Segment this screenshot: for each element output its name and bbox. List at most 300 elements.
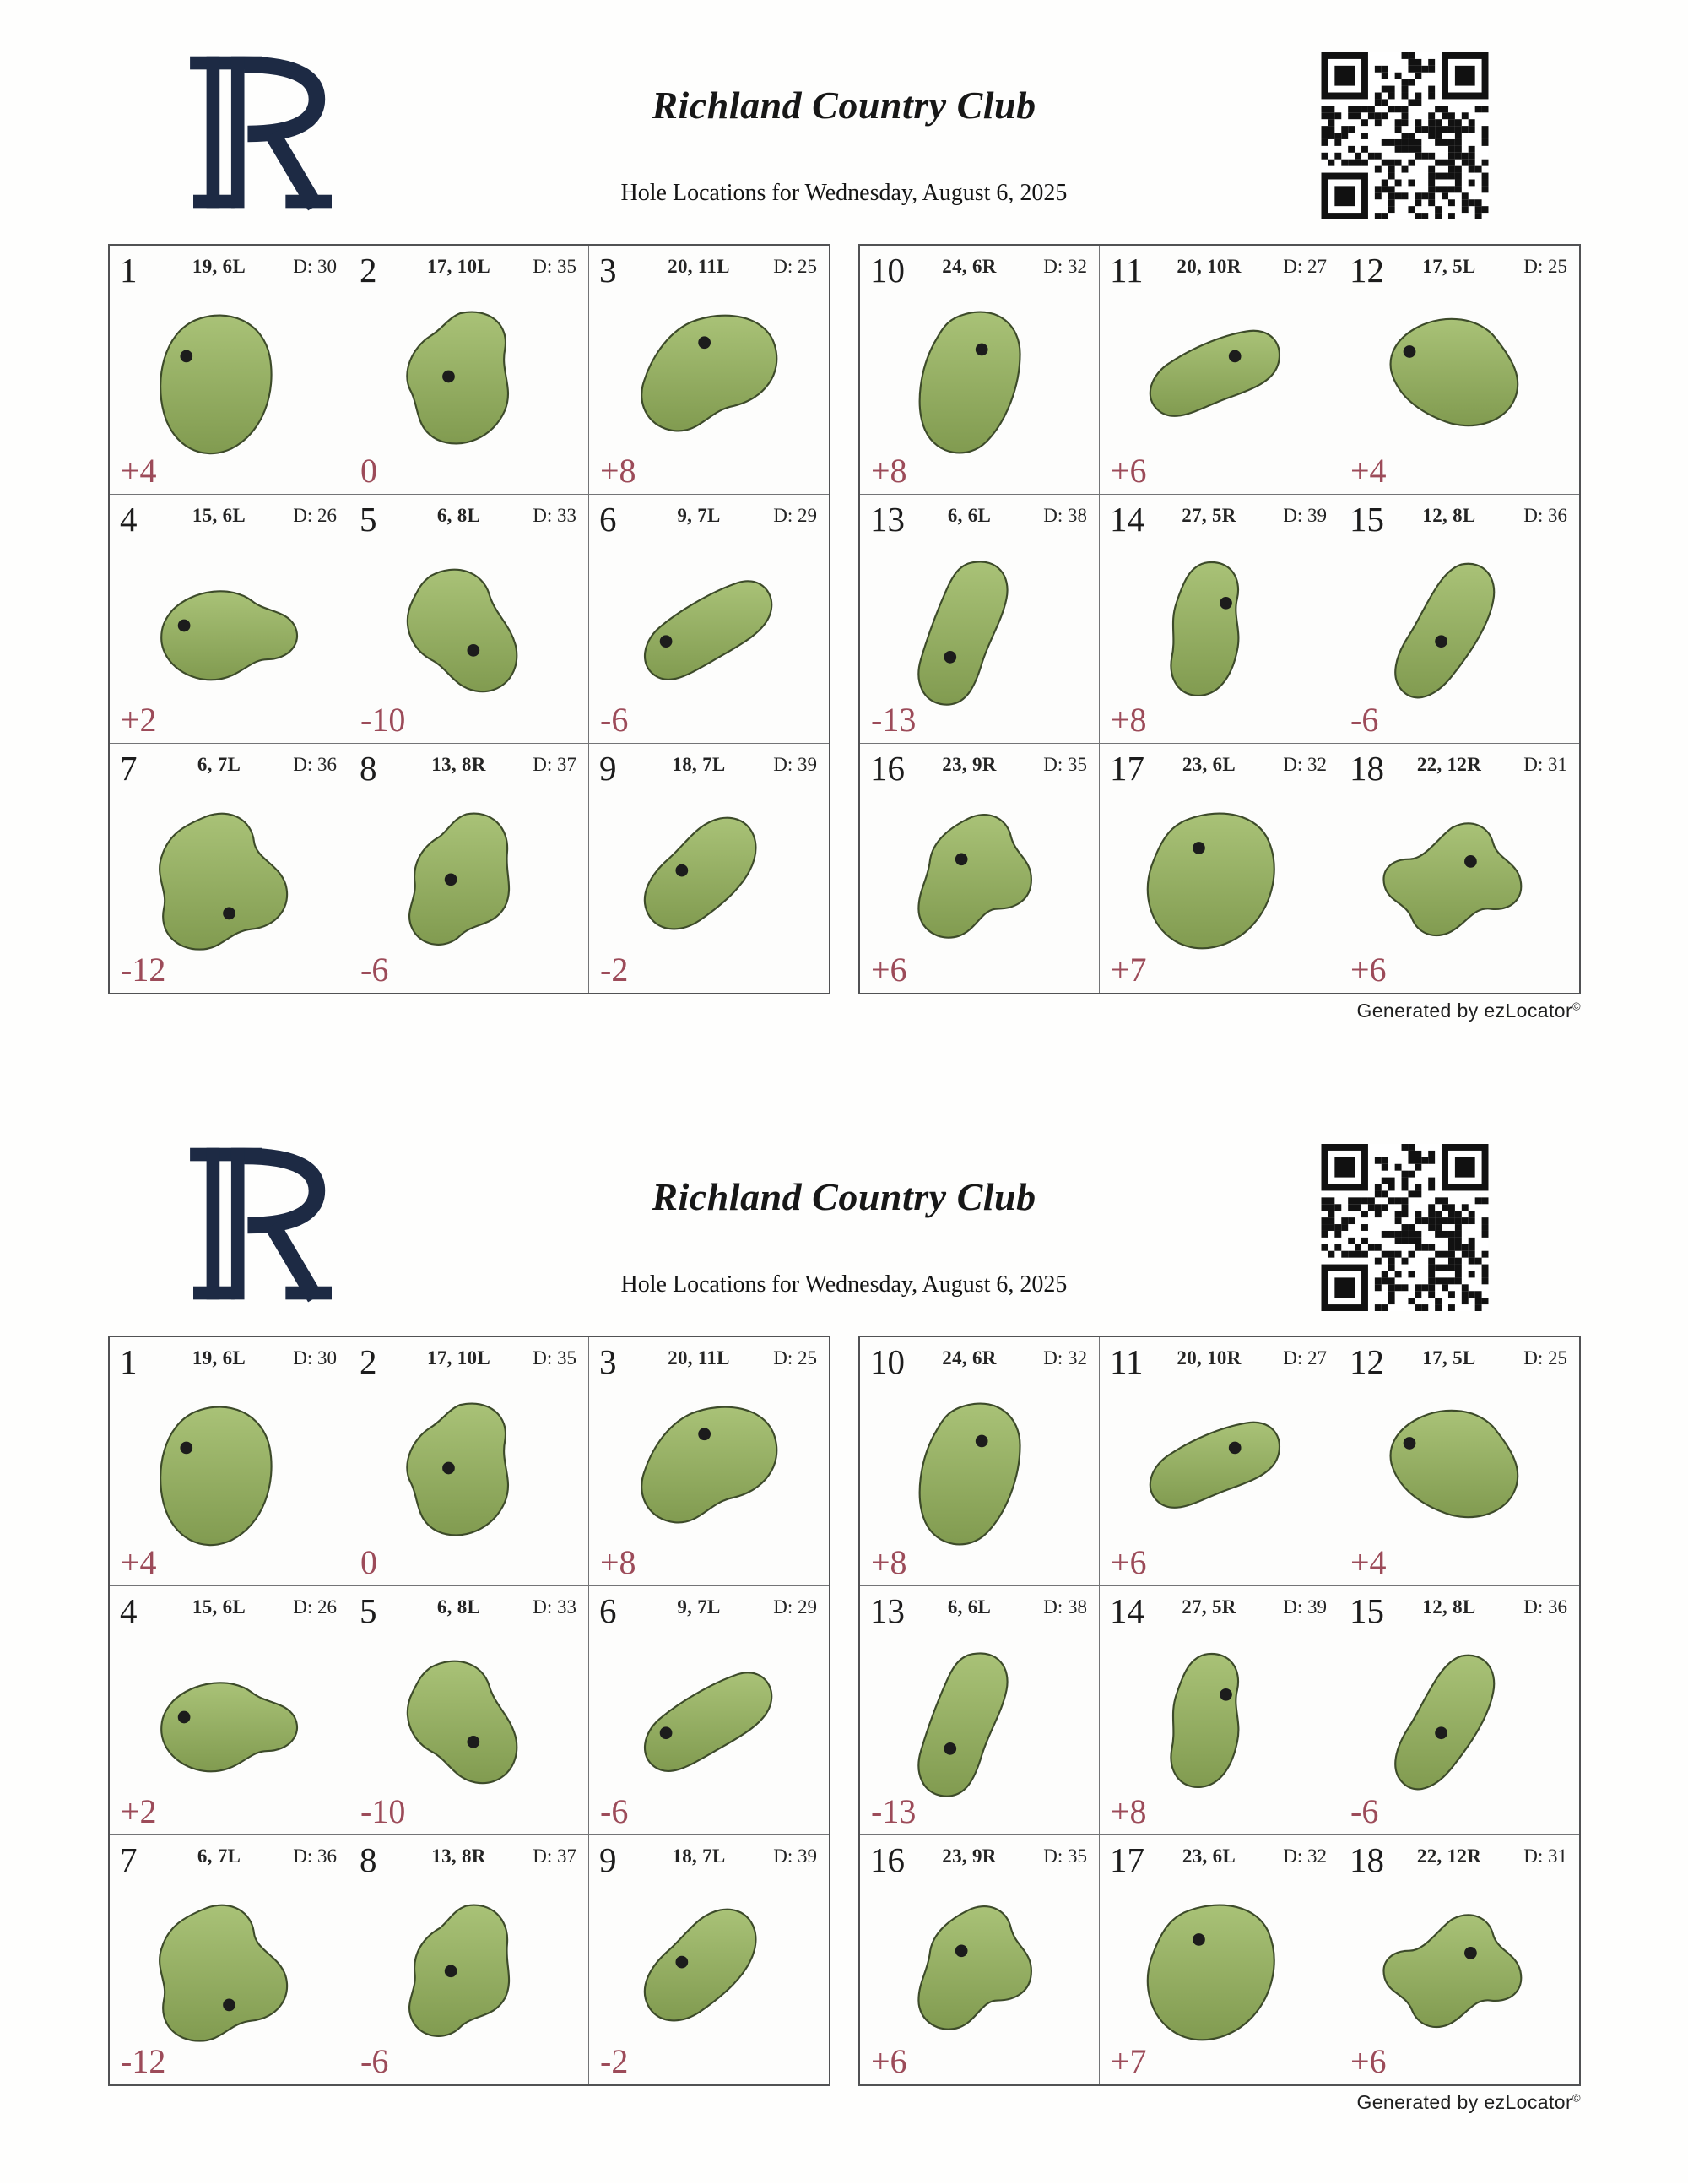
green-outline [160, 1905, 287, 2041]
hole-header [1100, 1586, 1339, 1628]
hole-cell-13 [860, 495, 1100, 744]
hole-number: 8 [360, 1840, 377, 1879]
hole-number: 15 [1350, 500, 1384, 539]
pin-dot [445, 1965, 457, 1977]
pin-dot [1435, 635, 1447, 648]
hole-header [1339, 744, 1579, 788]
hole-depth: D: 36 [1523, 1596, 1567, 1618]
hole-delta: -13 [871, 1792, 917, 1830]
green-outline [1150, 1423, 1280, 1508]
green-outline [160, 814, 287, 950]
hole-number: 11 [1110, 1342, 1144, 1381]
page-subtitle: Hole Locations for Wednesday, August 6, 2025 [620, 180, 1068, 206]
hole-cell-8 [349, 1835, 589, 2084]
page-title: Richland Country Club [652, 1175, 1036, 1218]
hole-depth: D: 25 [1523, 256, 1567, 277]
pin-dot [976, 1435, 988, 1448]
hole-cell-2 [349, 246, 589, 495]
hole-depth: D: 38 [1043, 1596, 1087, 1618]
green-outline [1171, 1654, 1238, 1787]
pin-dot [178, 1711, 191, 1724]
hole-depth: D: 36 [1523, 505, 1567, 526]
hole-cell-15 [1339, 1586, 1579, 1835]
hole-number: 5 [360, 500, 377, 539]
pin-dot [955, 853, 968, 865]
hole-cell-5 [349, 1586, 589, 1835]
hole-location: 23, 6L [1182, 1845, 1236, 1867]
pin-dot [445, 873, 457, 886]
pin-dot [675, 864, 688, 877]
hole-delta: -2 [600, 951, 629, 989]
green-outline [641, 1407, 776, 1523]
hole-grids [108, 1336, 1581, 2086]
copyright-symbol: © [1572, 2091, 1581, 2105]
page-subtitle: Hole Locations for Wednesday, August 6, 2025 [620, 1271, 1068, 1298]
hole-cell-2 [349, 1337, 589, 1586]
hole-depth: D: 37 [533, 754, 576, 775]
hole-cell-4 [110, 495, 349, 744]
hole-depth: D: 32 [1043, 256, 1087, 277]
hole-cell-16 [860, 1835, 1100, 2084]
hole-depth: D: 25 [773, 256, 817, 277]
hole-delta: +2 [121, 1792, 157, 1830]
green-outline [645, 581, 771, 680]
hole-delta: +8 [871, 452, 907, 490]
hole-depth: D: 30 [293, 256, 337, 277]
hole-location: 24, 6R [942, 256, 997, 277]
hole-delta: +6 [1350, 951, 1387, 989]
hole-location: 22, 12R [1416, 1845, 1482, 1867]
hole-cell-10 [860, 1337, 1100, 1586]
hole-header [1100, 1835, 1339, 1877]
pin-dot [180, 1442, 192, 1455]
pin-dot [944, 1742, 956, 1755]
hole-header [589, 495, 829, 539]
hole-header [110, 495, 349, 539]
green-outline [645, 1910, 756, 2021]
pin-dot [223, 1999, 235, 2012]
pin-dot [1464, 1947, 1477, 1959]
hole-depth: D: 32 [1043, 1347, 1087, 1368]
pin-dot [698, 1428, 711, 1440]
qr-code [1318, 52, 1491, 219]
pin-dot [178, 620, 191, 632]
hole-cell-9 [589, 1835, 829, 2084]
pin-dot [1464, 855, 1477, 868]
qr-code [1318, 1144, 1491, 1311]
hole-cell-4 [110, 1586, 349, 1835]
hole-location: 15, 6L [192, 505, 246, 526]
green-shape [596, 532, 822, 740]
hole-location: 22, 12R [1416, 754, 1482, 775]
page-title: Richland Country Club [652, 84, 1036, 127]
hole-header [1100, 744, 1339, 788]
hole-delta: +4 [121, 1543, 157, 1581]
pin-dot [442, 1462, 455, 1475]
hole-location: 6, 8L [436, 505, 481, 526]
hole-header [1100, 495, 1339, 539]
hole-depth: D: 35 [1043, 754, 1087, 775]
green-shape [356, 1374, 582, 1582]
hole-depth: D: 27 [1283, 1347, 1327, 1368]
hole-location: 18, 7L [672, 754, 726, 775]
hole-header [589, 246, 829, 290]
hole-depth: D: 32 [1283, 1845, 1327, 1867]
hole-number: 18 [1350, 749, 1384, 788]
hole-location: 27, 5R [1182, 1596, 1236, 1618]
hole-header [1339, 495, 1579, 539]
nine-hole-grid [108, 244, 830, 994]
green-outline [1148, 1905, 1274, 2040]
hole-location: 13, 8R [431, 1845, 486, 1867]
hole-header [1100, 1337, 1339, 1379]
green-outline [645, 818, 756, 929]
hole-number: 9 [599, 749, 617, 788]
footer-credit [1356, 2091, 1581, 2114]
nine-hole-grid [858, 244, 1581, 994]
pin-dot [1435, 1726, 1447, 1739]
hole-cell-6 [589, 495, 829, 744]
hole-delta: +6 [1350, 2042, 1387, 2080]
hole-number: 2 [360, 251, 377, 290]
hole-header [860, 744, 1099, 788]
hole-depth: D: 39 [773, 1845, 817, 1867]
hole-delta: -2 [600, 2042, 629, 2080]
hole-location-sheet [0, 1092, 1688, 2183]
hole-delta: +8 [871, 1543, 907, 1581]
hole-location: 20, 11L [668, 256, 730, 277]
green-outline [409, 1905, 509, 2036]
hole-cell-7 [110, 1835, 349, 2084]
hole-depth: D: 31 [1523, 754, 1567, 775]
hole-header [589, 1586, 829, 1628]
hole-location: 23, 9R [942, 754, 997, 775]
hole-location: 17, 5L [1422, 1347, 1476, 1368]
hole-number: 14 [1110, 1591, 1144, 1630]
hole-header [349, 744, 588, 788]
hole-cell-17 [1100, 1835, 1339, 2084]
hole-location: 27, 5R [1182, 505, 1236, 526]
hole-location: 17, 10L [427, 256, 490, 277]
hole-header [349, 1337, 588, 1379]
hole-location: 12, 8L [1422, 505, 1476, 526]
hole-location: 13, 8R [431, 754, 486, 775]
green-outline [1391, 1411, 1518, 1517]
green-outline [1171, 562, 1238, 696]
green-outline [161, 1683, 297, 1771]
hole-delta: +6 [871, 951, 907, 989]
hole-cell-11 [1100, 246, 1339, 495]
hole-number: 10 [870, 251, 905, 290]
hole-number: 1 [120, 251, 138, 290]
hole-cell-3 [589, 246, 829, 495]
hole-number: 12 [1350, 251, 1384, 290]
green-shape [596, 1623, 822, 1831]
hole-depth: D: 35 [533, 1347, 576, 1368]
hole-location: 6, 7L [197, 754, 241, 775]
nine-hole-grid [858, 1336, 1581, 2086]
hole-depth: D: 26 [293, 1596, 337, 1618]
hole-number: 18 [1350, 1840, 1384, 1879]
hole-header [589, 1835, 829, 1877]
hole-header [589, 744, 829, 788]
hole-number: 15 [1350, 1591, 1384, 1630]
hole-number: 2 [360, 1342, 377, 1381]
hole-header [349, 246, 588, 290]
hole-header [860, 495, 1099, 539]
hole-delta: +6 [1111, 452, 1147, 490]
hole-number: 8 [360, 749, 377, 788]
green-outline [407, 1404, 508, 1536]
hole-number: 12 [1350, 1342, 1384, 1381]
hole-number: 11 [1110, 251, 1144, 290]
green-outline [1391, 319, 1518, 425]
pin-dot [955, 1944, 968, 1957]
hole-delta: +8 [600, 452, 636, 490]
hole-delta: -13 [871, 701, 917, 739]
green-outline [918, 815, 1031, 938]
green-shape [596, 781, 822, 989]
hole-cell-18 [1339, 744, 1579, 993]
footer-credit [1356, 1000, 1581, 1022]
pin-dot [1229, 350, 1242, 363]
green-outline [920, 312, 1020, 453]
hole-delta: +8 [1111, 1792, 1147, 1830]
green-shape [1346, 1623, 1572, 1831]
green-outline [1384, 823, 1522, 935]
hole-location: 23, 6L [1182, 754, 1236, 775]
green-shape [1346, 532, 1572, 740]
pin-dot [442, 371, 455, 383]
pin-dot [660, 635, 673, 648]
hole-delta: +2 [121, 701, 157, 739]
hole-number: 5 [360, 1591, 377, 1630]
green-outline [160, 1407, 271, 1546]
hole-location: 19, 6L [192, 1347, 246, 1368]
hole-number: 17 [1110, 749, 1144, 788]
hole-location: 18, 7L [672, 1845, 726, 1867]
green-outline [1384, 1915, 1522, 2027]
hole-delta: -10 [360, 701, 406, 739]
pin-dot [467, 1736, 479, 1748]
hole-delta: -12 [121, 2042, 166, 2080]
pin-dot [675, 1956, 688, 1969]
hole-cell-1 [110, 246, 349, 495]
pin-dot [976, 344, 988, 356]
hole-number: 4 [120, 1591, 138, 1630]
hole-header [110, 1337, 349, 1379]
pin-dot [660, 1726, 673, 1739]
hole-delta: +6 [871, 2042, 907, 2080]
hole-delta: -6 [600, 1792, 629, 1830]
footer-text: Generated by ezLocator [1356, 2091, 1573, 2113]
green-outline [918, 1906, 1031, 2030]
hole-header [1339, 1586, 1579, 1628]
green-shape [356, 781, 582, 989]
hole-depth: D: 25 [1523, 1347, 1567, 1368]
hole-cell-17 [1100, 744, 1339, 993]
hole-depth: D: 31 [1523, 1845, 1567, 1867]
hole-number: 6 [599, 500, 617, 539]
hole-cell-1 [110, 1337, 349, 1586]
hole-cell-16 [860, 744, 1100, 993]
green-outline [1395, 1656, 1494, 1790]
hole-number: 10 [870, 1342, 905, 1381]
pin-dot [1404, 345, 1416, 358]
hole-number: 3 [599, 251, 617, 290]
hole-location: 9, 7L [677, 1596, 721, 1618]
hole-depth: D: 39 [1283, 505, 1327, 526]
hole-number: 1 [120, 1342, 138, 1381]
hole-delta: -6 [1350, 1792, 1379, 1830]
hole-number: 4 [120, 500, 138, 539]
hole-cell-18 [1339, 1835, 1579, 2084]
hole-location: 20, 10R [1177, 256, 1242, 277]
copyright-symbol: © [1572, 1000, 1581, 1013]
hole-delta: +7 [1111, 2042, 1147, 2080]
hole-cell-13 [860, 1586, 1100, 1835]
green-outline [918, 561, 1007, 704]
hole-number: 7 [120, 1840, 138, 1879]
hole-location: 20, 11L [668, 1347, 730, 1368]
hole-delta: +6 [1111, 1543, 1147, 1581]
hole-cell-7 [110, 744, 349, 993]
hole-location: 6, 6L [947, 505, 992, 526]
hole-depth: D: 35 [1043, 1845, 1087, 1867]
hole-delta: -6 [360, 2042, 389, 2080]
green-outline [160, 316, 271, 454]
hole-location: 20, 10R [1177, 1347, 1242, 1368]
hole-header [110, 1586, 349, 1628]
hole-delta: 0 [360, 1543, 377, 1581]
hole-depth: D: 26 [293, 505, 337, 526]
hole-cell-15 [1339, 495, 1579, 744]
hole-number: 3 [599, 1342, 617, 1381]
hole-delta: +4 [1350, 452, 1387, 490]
green-outline [1395, 564, 1494, 698]
hole-cell-14 [1100, 495, 1339, 744]
hole-depth: D: 30 [293, 1347, 337, 1368]
pin-dot [1193, 842, 1205, 854]
hole-depth: D: 25 [773, 1347, 817, 1368]
hole-header [860, 1586, 1099, 1628]
hole-depth: D: 29 [773, 1596, 817, 1618]
hole-depth: D: 38 [1043, 505, 1087, 526]
hole-depth: D: 39 [1283, 1596, 1327, 1618]
hole-number: 16 [870, 1840, 905, 1879]
pin-dot [223, 908, 235, 920]
hole-depth: D: 36 [293, 1845, 337, 1867]
green-outline [920, 1404, 1020, 1545]
hole-cell-5 [349, 495, 589, 744]
hole-location: 9, 7L [677, 505, 721, 526]
green-outline [1150, 331, 1280, 416]
pin-dot [1220, 1688, 1232, 1701]
green-outline [641, 316, 776, 431]
pin-dot [180, 350, 192, 363]
hole-location: 15, 6L [192, 1596, 246, 1618]
hole-location: 17, 10L [427, 1347, 490, 1368]
hole-header [860, 246, 1099, 290]
green-shape [596, 1872, 822, 2081]
hole-cell-14 [1100, 1586, 1339, 1835]
hole-cell-12 [1339, 246, 1579, 495]
hole-depth: D: 29 [773, 505, 817, 526]
hole-number: 13 [870, 1591, 905, 1630]
hole-cell-11 [1100, 1337, 1339, 1586]
pin-dot [1220, 597, 1232, 610]
hole-delta: 0 [360, 452, 377, 490]
hole-header [1100, 246, 1339, 290]
green-outline [161, 591, 297, 680]
hole-header [860, 1337, 1099, 1379]
nine-hole-grid [108, 1336, 830, 2086]
hole-number: 16 [870, 749, 905, 788]
hole-header [110, 744, 349, 788]
pin-dot [1229, 1442, 1242, 1455]
hole-cell-9 [589, 744, 829, 993]
hole-header [110, 246, 349, 290]
hole-depth: D: 32 [1283, 754, 1327, 775]
hole-number: 7 [120, 749, 138, 788]
hole-location: 19, 6L [192, 256, 246, 277]
green-outline [918, 1653, 1007, 1796]
pin-dot [1404, 1437, 1416, 1450]
hole-number: 14 [1110, 500, 1144, 539]
pin-dot [698, 336, 711, 349]
hole-delta: +4 [1350, 1543, 1387, 1581]
hole-header [110, 1835, 349, 1877]
hole-delta: +4 [121, 452, 157, 490]
hole-delta: +7 [1111, 951, 1147, 989]
green-outline [407, 312, 508, 444]
hole-cell-10 [860, 246, 1100, 495]
hole-header [349, 1835, 588, 1877]
hole-delta: -12 [121, 951, 166, 989]
hole-cell-3 [589, 1337, 829, 1586]
green-shape [356, 283, 582, 490]
hole-depth: D: 37 [533, 1845, 576, 1867]
hole-location: 6, 7L [197, 1845, 241, 1867]
hole-cell-8 [349, 744, 589, 993]
hole-depth: D: 33 [533, 505, 576, 526]
hole-location: 17, 5L [1422, 256, 1476, 277]
hole-location: 6, 6L [947, 1596, 992, 1618]
hole-grids [108, 244, 1581, 994]
hole-number: 13 [870, 500, 905, 539]
green-outline [645, 1672, 771, 1771]
green-outline [409, 814, 509, 945]
hole-depth: D: 27 [1283, 256, 1327, 277]
hole-header [1339, 246, 1579, 290]
hole-header [1339, 1835, 1579, 1877]
hole-location: 24, 6R [942, 1347, 997, 1368]
hole-header [589, 1337, 829, 1379]
hole-location: 23, 9R [942, 1845, 997, 1867]
hole-depth: D: 36 [293, 754, 337, 775]
hole-depth: D: 35 [533, 256, 576, 277]
hole-cell-6 [589, 1586, 829, 1835]
green-outline [408, 1661, 517, 1783]
hole-depth: D: 39 [773, 754, 817, 775]
hole-number: 6 [599, 1591, 617, 1630]
hole-header [1339, 1337, 1579, 1379]
hole-header [349, 495, 588, 539]
green-shape [356, 1872, 582, 2081]
pin-dot [944, 651, 956, 664]
green-outline [1148, 814, 1274, 949]
pin-dot [1193, 1933, 1205, 1946]
